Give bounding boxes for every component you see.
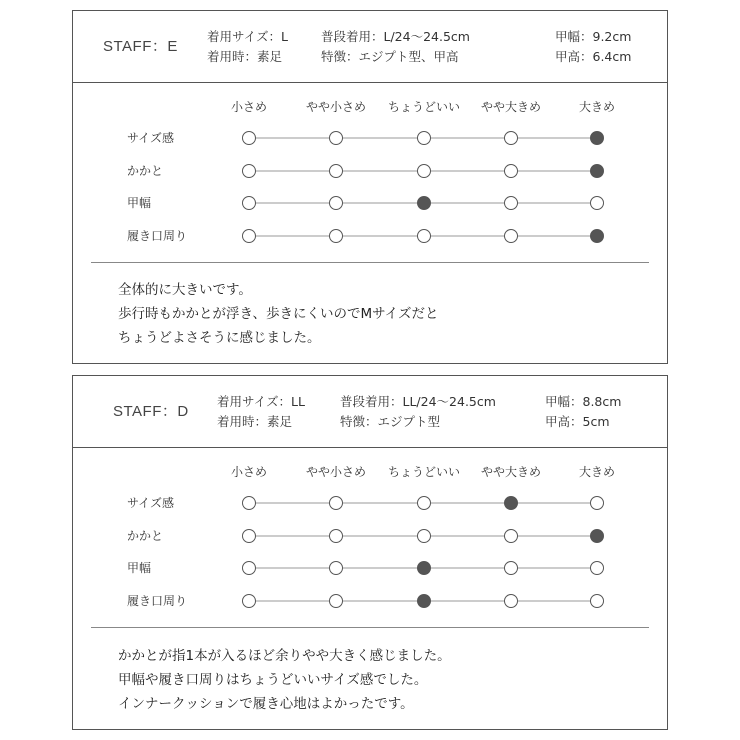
divider bbox=[91, 262, 649, 263]
rating-dot bbox=[505, 165, 518, 178]
rating-dot bbox=[591, 562, 604, 575]
column-header: やや小さめ bbox=[305, 100, 367, 114]
worn-condition: 着用時：素足 bbox=[217, 414, 293, 429]
rating-dot bbox=[243, 562, 256, 575]
comment-line: 歩行時もかかとが浮き、歩きにくいのでMサイズだと bbox=[118, 306, 439, 322]
spec-measure-block bbox=[545, 392, 621, 432]
spec-size-block bbox=[217, 392, 305, 432]
staff-card-d bbox=[72, 375, 668, 730]
rating-dot bbox=[418, 230, 431, 243]
foot-feature: 特徴：エジプト型 bbox=[340, 414, 441, 429]
rating-dot-selected bbox=[418, 197, 431, 210]
spec-usual-block bbox=[321, 27, 470, 67]
fit-rating-svg bbox=[73, 83, 669, 263]
rating-dot bbox=[243, 197, 256, 210]
rating-dot bbox=[243, 530, 256, 543]
comment-line: 甲幅や履き口周りはちょうどいいサイズ感でした。 bbox=[118, 672, 428, 688]
spec-usual-block bbox=[340, 392, 496, 432]
worn-size: 着用サイズ：LL bbox=[217, 394, 305, 409]
foot-feature: 特徴：エジプト型、甲高 bbox=[321, 49, 459, 64]
rating-dot bbox=[330, 497, 343, 510]
rating-dot bbox=[243, 497, 256, 510]
rating-dot-selected bbox=[418, 595, 431, 608]
rating-dot bbox=[330, 530, 343, 543]
rating-dot bbox=[330, 165, 343, 178]
rating-dot-selected bbox=[418, 562, 431, 575]
staff-comment bbox=[118, 278, 439, 350]
column-header: 大きめ bbox=[578, 465, 616, 479]
foot-width: 甲幅：9.2cm bbox=[555, 29, 632, 44]
rating-dot-selected bbox=[505, 497, 518, 510]
rating-dot bbox=[330, 132, 343, 145]
column-header: ちょうどいい bbox=[387, 100, 461, 114]
rating-dot bbox=[243, 230, 256, 243]
instep-height: 甲高：6.4cm bbox=[555, 49, 632, 64]
rating-dot bbox=[243, 595, 256, 608]
rating-dot bbox=[243, 132, 256, 145]
fit-rating-grid bbox=[73, 83, 667, 243]
rating-dot-selected bbox=[591, 165, 604, 178]
rating-dot bbox=[591, 497, 604, 510]
card-header bbox=[73, 11, 667, 83]
rating-dot bbox=[505, 230, 518, 243]
staff-name: STAFF：E bbox=[103, 38, 178, 55]
rating-dot-selected bbox=[591, 530, 604, 543]
rating-dot-selected bbox=[591, 132, 604, 145]
usual-size: 普段着用：LL/24〜24.5cm bbox=[340, 394, 496, 409]
usual-size: 普段着用：L/24〜24.5cm bbox=[321, 29, 470, 44]
comment-line: インナークッションで履き心地はよかったです。 bbox=[118, 696, 414, 712]
card-header bbox=[73, 376, 667, 448]
rating-dot-selected bbox=[591, 230, 604, 243]
row-label: 甲幅 bbox=[127, 196, 152, 210]
rating-dot bbox=[505, 595, 518, 608]
comment-line: ちょうどよさそうに感じました。 bbox=[118, 330, 321, 346]
column-header: 小さめ bbox=[230, 100, 268, 114]
worn-size: 着用サイズ：L bbox=[207, 29, 288, 44]
column-header: やや小さめ bbox=[305, 465, 367, 479]
row-label: サイズ感 bbox=[127, 131, 175, 145]
foot-width: 甲幅：8.8cm bbox=[545, 394, 622, 409]
row-label: サイズ感 bbox=[127, 496, 175, 510]
rating-dot bbox=[330, 230, 343, 243]
rating-dot bbox=[505, 197, 518, 210]
rating-dot bbox=[243, 165, 256, 178]
rating-dot bbox=[418, 132, 431, 145]
staff-card-e bbox=[72, 10, 668, 364]
rating-dot bbox=[591, 197, 604, 210]
row-label: 履き口周り bbox=[127, 594, 188, 608]
rating-dot bbox=[591, 595, 604, 608]
row-label: かかと bbox=[127, 529, 164, 543]
rating-dot bbox=[330, 562, 343, 575]
spec-measure-block bbox=[555, 27, 631, 67]
comment-line: 全体的に大きいです。 bbox=[118, 282, 252, 298]
column-header: 大きめ bbox=[578, 100, 616, 114]
row-label: 履き口周り bbox=[127, 229, 188, 243]
rating-dot bbox=[505, 562, 518, 575]
staff-comment bbox=[118, 644, 451, 716]
rating-dot bbox=[418, 165, 431, 178]
rating-dot bbox=[505, 132, 518, 145]
rating-dot bbox=[418, 497, 431, 510]
rating-dot bbox=[505, 530, 518, 543]
rating-dot bbox=[418, 530, 431, 543]
row-label: 甲幅 bbox=[127, 561, 152, 575]
rating-dot bbox=[330, 595, 343, 608]
rating-dot bbox=[330, 197, 343, 210]
column-header: やや大きめ bbox=[480, 100, 542, 114]
comment-line: かかとが指1本が入るほど余りやや大きく感じました。 bbox=[118, 648, 451, 664]
spec-size-block bbox=[207, 27, 288, 67]
column-header: 小さめ bbox=[230, 465, 268, 479]
fit-rating-grid bbox=[73, 448, 667, 608]
row-label: かかと bbox=[127, 164, 164, 178]
instep-height: 甲高：5cm bbox=[545, 414, 610, 429]
column-header: やや大きめ bbox=[480, 465, 542, 479]
column-header: ちょうどいい bbox=[387, 465, 461, 479]
divider bbox=[91, 627, 649, 628]
staff-name: STAFF：D bbox=[113, 403, 189, 420]
worn-condition: 着用時：素足 bbox=[207, 49, 283, 64]
fit-rating-svg bbox=[73, 448, 669, 628]
